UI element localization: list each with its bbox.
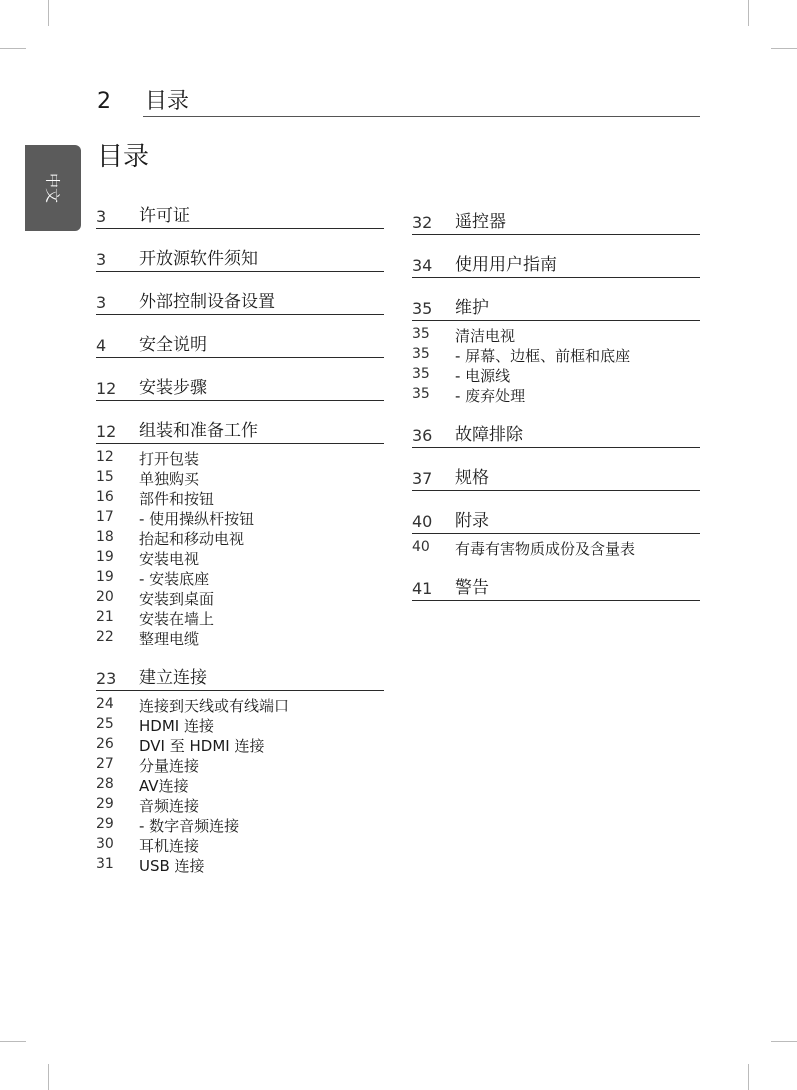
toc-subentry[interactable]	[412, 538, 700, 558]
toc-subentry-title: HDMI 连接	[139, 717, 214, 735]
toc-subentry-title: 分量连接	[139, 757, 200, 775]
toc-subentry-page: 26	[96, 736, 114, 752]
toc-subentry-title: 有毒有害物质成份及含量表	[455, 540, 636, 558]
toc-subentry[interactable]	[96, 755, 384, 775]
toc-section-entry[interactable]	[412, 249, 700, 278]
toc-subentry-list	[96, 448, 384, 648]
toc-subentry-page: 29	[96, 796, 114, 812]
toc-section-page: 34	[412, 256, 433, 275]
toc-subentry[interactable]	[96, 695, 384, 715]
toc-subentry-title: 整理电缆	[139, 630, 200, 648]
toc-section-page: 41	[412, 579, 433, 598]
toc-subentry-page: 35	[412, 326, 430, 342]
page-header	[97, 88, 700, 118]
toc-section-title: 开放源软件须知	[139, 249, 258, 269]
toc-subentry[interactable]	[412, 385, 700, 405]
toc-section-entry[interactable]	[412, 419, 700, 448]
toc-subentry-page: 17	[96, 509, 114, 525]
toc-section-entry[interactable]	[96, 372, 384, 401]
toc-subentry[interactable]	[96, 568, 384, 588]
toc-subentry[interactable]	[96, 815, 384, 835]
toc-subentry-page: 12	[96, 449, 114, 465]
toc-section-title: 规格	[455, 468, 489, 488]
crop-mark	[0, 48, 26, 49]
toc-section-page: 4	[96, 336, 107, 355]
toc-subentry-title: DVI 至 HDMI 连接	[139, 737, 265, 755]
toc-subentry[interactable]	[96, 548, 384, 568]
toc-section-page: 3	[96, 207, 107, 226]
toc-section-page: 40	[412, 512, 433, 531]
toc-subentry[interactable]	[96, 588, 384, 608]
toc-subentry-page: 40	[412, 539, 430, 555]
toc-subentry-title: - 使用操纵杆按钮	[139, 510, 255, 528]
toc-subentry-page: 22	[96, 629, 114, 645]
toc-subentry-page: 21	[96, 609, 114, 625]
crop-mark	[0, 1041, 26, 1042]
toc-subentry[interactable]	[96, 608, 384, 628]
toc-subentry-title: 安装电视	[139, 550, 200, 568]
toc-section-page: 36	[412, 426, 433, 445]
toc-left-column	[96, 200, 384, 889]
toc-section-page: 3	[96, 293, 107, 312]
toc-subentry-title: 抬起和移动电视	[139, 530, 245, 548]
toc-subentry-title: USB 连接	[139, 857, 205, 875]
toc-subentry-title: 单独购买	[139, 470, 200, 488]
toc-subentry[interactable]	[96, 855, 384, 875]
toc-section-title: 建立连接	[139, 668, 207, 688]
toc-subentry-title: 音频连接	[139, 797, 200, 815]
toc-section-entry[interactable]	[96, 286, 384, 315]
toc-subentry-list	[412, 325, 700, 405]
toc-subentry-page: 35	[412, 386, 430, 402]
toc-subentry[interactable]	[96, 715, 384, 735]
toc-section-page: 35	[412, 299, 433, 318]
toc-subentry-page: 30	[96, 836, 114, 852]
page-title: 目录	[97, 142, 150, 172]
toc-subentry[interactable]	[412, 345, 700, 365]
toc-subentry-page: 31	[96, 856, 114, 872]
toc-subentry-title: 耳机连接	[139, 837, 200, 855]
toc-subentry-page: 16	[96, 489, 114, 505]
crop-mark	[771, 1041, 797, 1042]
toc-section-title: 警告	[455, 578, 489, 598]
toc-section-title: 使用用户指南	[455, 255, 557, 275]
crop-mark	[48, 1064, 49, 1090]
toc-section-page: 32	[412, 213, 433, 232]
crop-mark	[748, 1064, 749, 1090]
toc-subentry-page: 27	[96, 756, 114, 772]
toc-subentry[interactable]	[96, 628, 384, 648]
language-tab	[25, 145, 81, 231]
toc-right-column	[412, 206, 700, 615]
header-page-number: 2	[97, 89, 111, 114]
toc-subentry[interactable]	[412, 365, 700, 385]
toc-section-title: 安全说明	[139, 335, 207, 355]
toc-section-entry[interactable]	[96, 200, 384, 229]
toc-section-entry[interactable]	[412, 505, 700, 534]
toc-subentry[interactable]	[96, 528, 384, 548]
toc-section-entry[interactable]	[412, 572, 700, 601]
toc-subentry-page: 24	[96, 696, 114, 712]
toc-section-title: 外部控制设备设置	[139, 292, 275, 312]
toc-subentry-title: - 屏幕、边框、前框和底座	[455, 347, 631, 365]
header-title: 目录	[145, 89, 190, 114]
toc-subentry[interactable]	[96, 468, 384, 488]
toc-subentry-page: 29	[96, 816, 114, 832]
toc-subentry-page: 18	[96, 529, 114, 545]
toc-section-entry[interactable]	[412, 206, 700, 235]
toc-subentry[interactable]	[96, 508, 384, 528]
toc-section-page: 37	[412, 469, 433, 488]
toc-section-entry[interactable]	[96, 243, 384, 272]
toc-subentry-title: - 安装底座	[139, 570, 210, 588]
toc-subentry-page: 35	[412, 346, 430, 362]
toc-subentry[interactable]	[96, 448, 384, 468]
toc-section-page: 23	[96, 669, 117, 688]
toc-subentry-title: AV连接	[139, 777, 189, 795]
header-rule	[143, 116, 700, 117]
toc-subentry[interactable]	[96, 835, 384, 855]
toc-subentry-page: 20	[96, 589, 114, 605]
toc-section-entry[interactable]	[96, 415, 384, 444]
crop-mark	[48, 0, 49, 26]
toc-section-entry[interactable]	[96, 662, 384, 691]
toc-subentry-title: 打开包装	[139, 450, 200, 468]
toc-section-title: 遥控器	[455, 212, 506, 232]
crop-mark	[771, 48, 797, 49]
toc-subentry-title: 连接到天线或有线端口	[139, 697, 290, 715]
toc-subentry-title: - 数字音频连接	[139, 817, 240, 835]
toc-subentry[interactable]	[96, 795, 384, 815]
toc-subentry-page: 28	[96, 776, 114, 792]
toc-subentry[interactable]	[96, 775, 384, 795]
toc-subentry-title: - 电源线	[455, 367, 511, 385]
toc-section-title: 组装和准备工作	[139, 421, 258, 441]
toc-subentry-title: 部件和按钮	[139, 490, 215, 508]
toc-section-page: 12	[96, 422, 117, 441]
toc-subentry[interactable]	[96, 488, 384, 508]
toc-section-entry[interactable]	[412, 292, 700, 321]
toc-subentry-page: 15	[96, 469, 114, 485]
toc-section-title: 维护	[455, 298, 489, 318]
toc-section-page: 3	[96, 250, 107, 269]
toc-subentry-list	[96, 695, 384, 875]
toc-section-title: 安装步骤	[139, 378, 207, 398]
toc-subentry[interactable]	[96, 735, 384, 755]
toc-subentry-page: 35	[412, 366, 430, 382]
language-tab-label: 中文	[43, 172, 62, 204]
toc-subentry-list	[412, 538, 700, 558]
toc-section-entry[interactable]	[412, 462, 700, 491]
crop-mark	[748, 0, 749, 26]
toc-section-entry[interactable]	[96, 329, 384, 358]
toc-section-page: 12	[96, 379, 117, 398]
toc-subentry[interactable]	[412, 325, 700, 345]
toc-section-title: 许可证	[139, 206, 190, 226]
toc-subentry-title: 安装到桌面	[139, 590, 215, 608]
toc-section-title: 附录	[455, 511, 489, 531]
toc-subentry-page: 19	[96, 569, 114, 585]
toc-subentry-title: 清洁电视	[455, 327, 516, 345]
toc-subentry-title: 安装在墙上	[139, 610, 215, 628]
toc-subentry-title: - 废弃处理	[455, 387, 526, 405]
toc-section-title: 故障排除	[455, 425, 523, 445]
toc-subentry-page: 25	[96, 716, 114, 732]
toc-subentry-page: 19	[96, 549, 114, 565]
